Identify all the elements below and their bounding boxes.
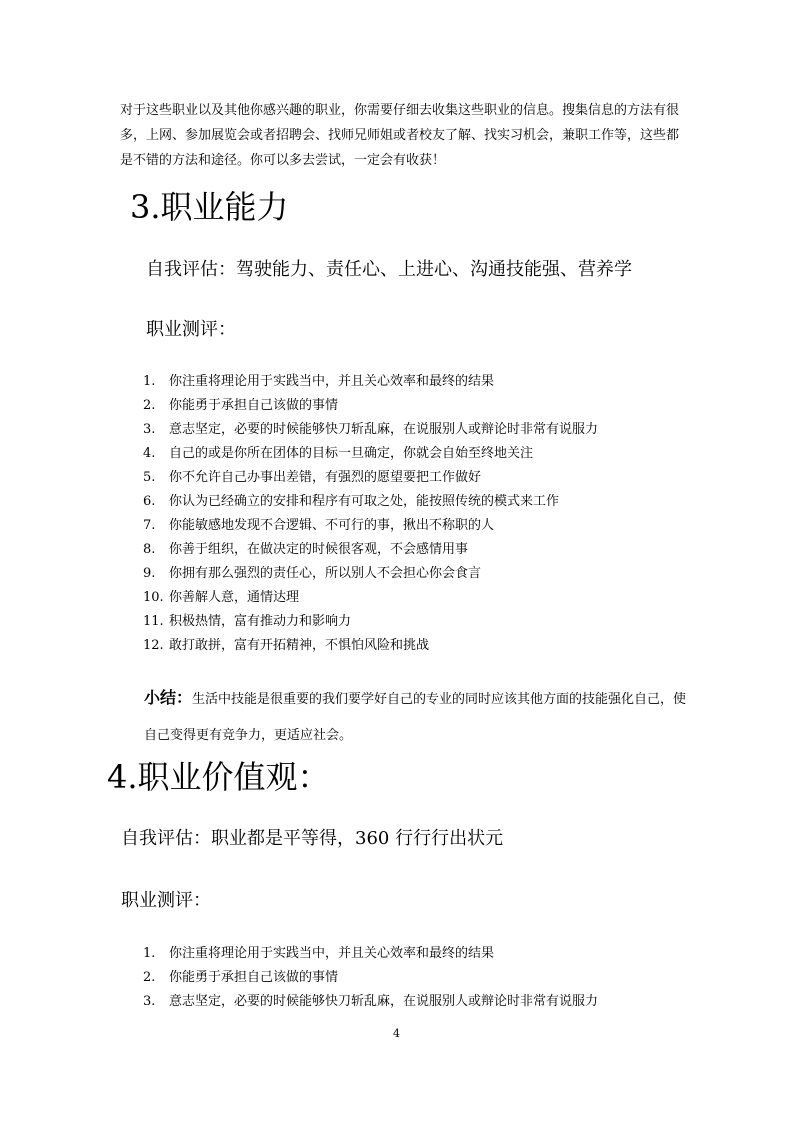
- section-3-eval-label: 职业测评：: [146, 319, 236, 340]
- list-item: 3. 意志坚定，必要的时候能够快刀斩乱麻，在说服别人或辩论时非常有说服力: [143, 422, 599, 437]
- summary-label: 小结：: [144, 688, 193, 707]
- section-3-summary: [144, 680, 689, 754]
- section-4-heading: 4.职业价值观：: [107, 758, 330, 796]
- page-number: 4: [393, 1027, 400, 1040]
- list-item: 1. 你注重将理论用于实践当中，并且关心效率和最终的结果: [143, 374, 495, 389]
- section-4-eval-label: 职业测评：: [121, 890, 211, 911]
- list-item: 2. 你能勇于承担自己该做的事情: [143, 398, 339, 413]
- list-item: 3. 意志坚定，必要的时候能够快刀斩乱麻，在说服别人或辩论时非常有说服力: [143, 994, 599, 1009]
- intro-paragraph: 对于这些职业以及其他你感兴趣的职业，你需要仔细去收集这些职业的信息。搜集信息的方法有很多，上网、参加展览会或者招聘会、找师兄师姐或者校友了解、找实习机会，兼职工作等，这些都是不错的方法和途径。你可以多去尝试，一定会有收获！: [120, 103, 680, 168]
- list-item: 8. 你善于组织，在做决定的时候很客观，不会感情用事: [143, 542, 469, 557]
- section-4-self-eval: 自我评估：职业都是平等得，360 行行行出状元: [121, 828, 504, 849]
- section-4-eval-list: [143, 942, 598, 1014]
- list-item: 4. 自己的或是你所在团体的目标一旦确定，你就会自始至终地关注: [143, 446, 534, 461]
- section-3-eval-list: [143, 370, 598, 658]
- list-item: 1. 你注重将理论用于实践当中，并且关心效率和最终的结果: [143, 946, 495, 961]
- list-item: 7. 你能敏感地发现不合逻辑、不可行的事，揪出不称职的人: [143, 518, 495, 533]
- list-item: 2. 你能勇于承担自己该做的事情: [143, 970, 339, 985]
- section-3-self-eval: 自我评估：驾驶能力、责任心、上进心、沟通技能强、营养学: [146, 259, 632, 280]
- list-item: 5. 你不允许自己办事出差错，有强烈的愿望要把工作做好: [143, 470, 482, 485]
- list-item: 6. 你认为已经确立的安排和程序有可取之处，能按照传统的模式来工作: [143, 494, 560, 509]
- list-item: 10. 你善解人意，通情达理: [143, 590, 300, 605]
- summary-text: 生活中技能是很重要的我们要学好自己的专业的同时应该其他方面的技能强化自己，使自己变得更有竞争力，更适应社会。: [144, 692, 687, 743]
- list-item: 11. 积极热情，富有推动力和影响力: [143, 614, 352, 629]
- list-item: 9. 你拥有那么强烈的责任心，所以别人不会担心你会食言: [143, 566, 482, 581]
- list-item: 12. 敢打敢拼，富有开拓精神，不惧怕风险和挑战: [143, 638, 430, 653]
- section-3-heading: 3.职业能力: [130, 188, 289, 226]
